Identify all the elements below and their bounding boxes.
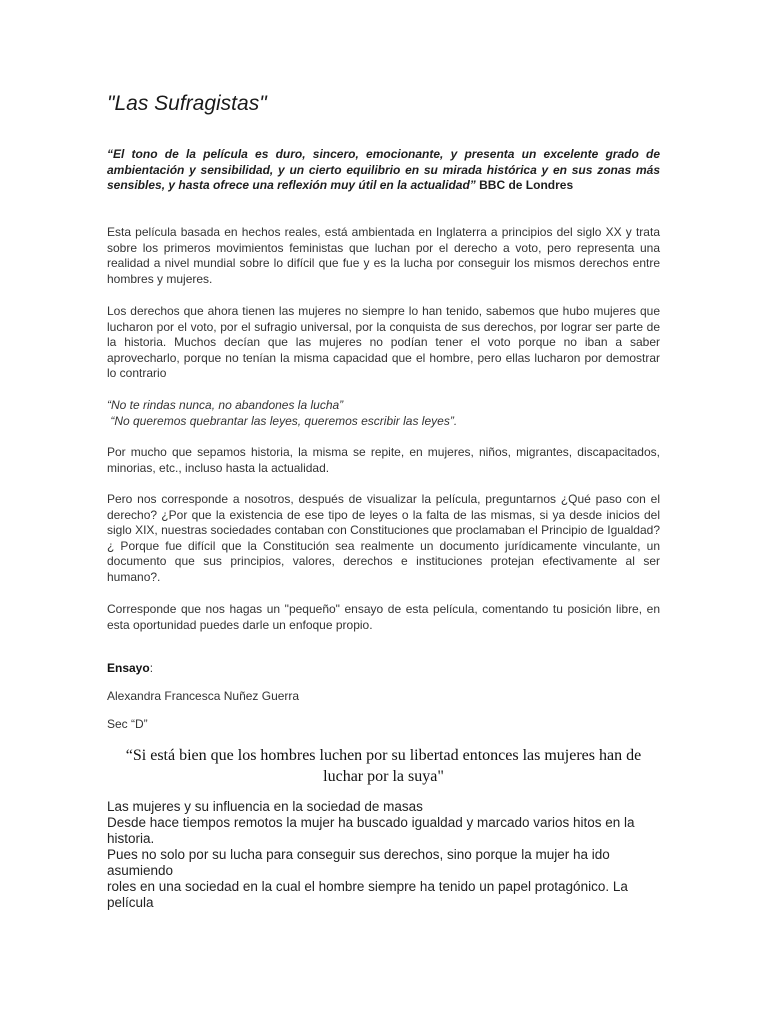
review-quote-text: “El tono de la película es duro, sincero, emocionante, y presenta un excelente grado de ambientación y sensibilidad, y un cierto equilibrio en su mirada histórica y en sus zonas más sensibles, y hasta ofrece una reflexión muy útil en la actualidad” (107, 147, 660, 193)
essay-body (107, 799, 660, 911)
paragraph-assignment: Corresponde que nos hagas un "pequeño" ensayo de esta película, comentando tu posición libre, en esta oportunidad puedes darle un enfoque propio. (107, 602, 660, 632)
review-quote (107, 147, 660, 194)
ensayo-heading (107, 661, 660, 677)
paragraph-rights: Los derechos que ahora tienen las mujeres no siempre lo han tenido, sabemos que hubo mujeres que lucharon por el voto, por el sufragio universal, por la conquista de sus derechos, por lograr ser parte de la historia. Muchos decían que las mujeres no podían tener el voto porque no iban a saber aprovecharlo, porque no tenían la misma capacidad que el hombre, pero ellas lucharon por demostrar lo contrario (107, 304, 660, 381)
section-label: Sec “D” (107, 717, 148, 731)
paragraph-questions: Pero nos corresponde a nosotros, después de visualizar la película, preguntarnos ¿Qué paso con el derecho? ¿Por que la existencia de ese tipo de leyes o la falta de las mismas, si ya desde inicios del siglo XIX, nuestras sociedades contaban con Constituciones que proclamaban el Principio de Igualdad? ¿ Porque fue difícil que la Constitución sea realmente un documento jurídicamente vinculante, un documento que sus principios, valores, derechos e instituciones protejan efectivamente al ser humano?. (107, 492, 660, 584)
review-source: BBC de Londres (475, 178, 574, 193)
essay-line: Las mujeres y su influencia en la sociedad de masas (107, 799, 423, 814)
film-quotes (107, 398, 660, 429)
ensayo-label: Ensayo (107, 661, 150, 675)
essay-epigraph: “Si está bien que los hombres luchen por su libertad entonces las mujeres han de luchar por la suya" (125, 747, 642, 785)
paragraph-history: Por mucho que sepamos historia, la misma se repite, en mujeres, niños, migrantes, discapacitados, minorias, etc., incluso hasta la actualidad. (107, 445, 660, 475)
paragraph-intro: Esta película basada en hechos reales, está ambientada en Inglaterra a principios del siglo XX y trata sobre los primeros movimientos feministas que luchan por el derecho a voto, pero representa una realidad a nivel mundial sobre lo difícil que fue y es la lucha por conseguir los mismos derechos entre hombres y mujeres. (107, 225, 660, 286)
essay-line: Desde hace tiempos remotos la mujer ha buscado igualdad y marcado varios hitos en la historia. (107, 815, 635, 846)
film-quote-1: “No te rindas nunca, no abandones la lucha” (107, 398, 344, 412)
ensayo-colon: : (149, 661, 154, 675)
film-quote-2: “No queremos quebrantar las leyes, queremos escribir las leyes”. (107, 413, 458, 428)
essay-line: roles en una sociedad en la cual el hombre siempre ha tenido un papel protagónico. La película (107, 879, 628, 910)
author-name: Alexandra Francesca Nuñez Guerra (107, 689, 300, 703)
document-title: "Las Sufragistas" (107, 92, 267, 115)
essay-line: Pues no solo por su lucha para conseguir sus derechos, sino porque la mujer ha ido asumiendo (107, 847, 610, 878)
